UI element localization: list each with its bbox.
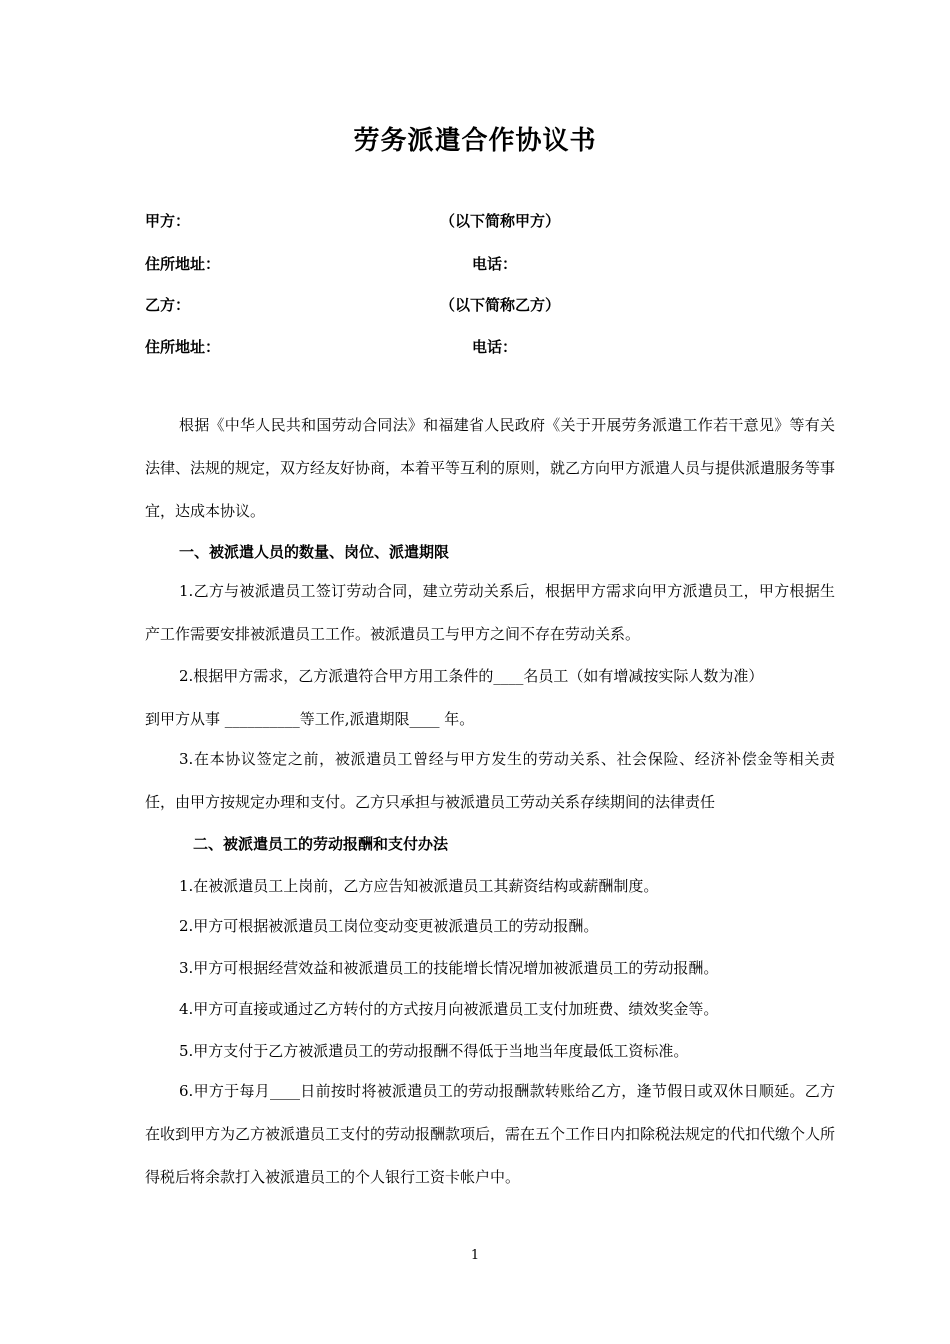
section-2-heading: 二、被派遣员工的劳动报酬和支付办法 — [193, 835, 449, 853]
section-2-item-1: 1.在被派遣员工上岗前，乙方应告知被派遣员工其薪资结构或薪酬制度。 — [179, 877, 659, 895]
section-1-item-2-line-2: 到甲方从事 __________等工作,派遣期限____ 年。 — [145, 710, 475, 728]
party-b-note: （以下简称乙方） — [440, 296, 561, 314]
section-1-item-3: 3.在本协议签定之前，被派遣员工曾经与甲方发生的劳动关系、社会保险、经济补偿金等相关责任，由甲方按规定办理和支付。乙方只承担与被派遣员工劳动关系存续期间的法律责任 — [145, 750, 835, 811]
intro-paragraph: 根据《中华人民共和国劳动合同法》和福建省人民政府《关于开展劳务派遣工作若干意见》等有关法律、法规的规定，双方经友好协商，本着平等互利的原则，就乙方向甲方派遣人员与提供派遣服务等事宜，达成本协议。 — [145, 416, 836, 520]
section-2-item-6: 6.甲方于每月____日前按时将被派遣员工的劳动报酬款转账给乙方，逢节假日或双休日顺延。乙方在收到甲方为乙方被派遣员工支付的劳动报酬款项后，需在五个工作日内扣除税法规定的代扣代缴个人所得税后将余款打入被派遣员工的个人银行工资卡帐户中。 — [145, 1082, 836, 1186]
party-b-address-label: 住所地址： — [145, 338, 221, 356]
page-number: 1 — [470, 1248, 480, 1263]
section-2-item-3: 3.甲方可根据经营效益和被派遣员工的技能增长情况增加被派遣员工的劳动报酬。 — [179, 959, 719, 977]
party-a-phone-label: 电话： — [472, 255, 518, 273]
party-b-phone-label: 电话： — [472, 338, 518, 356]
party-a-address-label: 住所地址： — [145, 255, 221, 273]
section-1-heading: 一、被派遣人员的数量、岗位、派遣期限 — [179, 543, 450, 561]
party-a-label: 甲方： — [145, 212, 191, 230]
section-2-item-5: 5.甲方支付于乙方被派遣员工的劳动报酬不得低于当地当年度最低工资标准。 — [179, 1042, 689, 1060]
party-b-label: 乙方： — [145, 296, 191, 314]
section-1-item-2-line-1: 2.根据甲方需求，乙方派遣符合甲方用工条件的____名员工（如有增减按实际人数为准） — [179, 667, 764, 685]
section-2-item-2: 2.甲方可根据被派遣员工岗位变动变更被派遣员工的劳动报酬。 — [179, 917, 599, 935]
section-1-item-1: 1.乙方与被派遣员工签订劳动合同，建立劳动关系后，根据甲方需求向甲方派遣员工，甲方根据生产工作需要安排被派遣员工工作。被派遣员工与甲方之间不存在劳动关系。 — [145, 582, 835, 643]
section-2-item-4: 4.甲方可直接或通过乙方转付的方式按月向被派遣员工支付加班费、绩效奖金等。 — [179, 1000, 719, 1018]
party-a-note: （以下简称甲方） — [440, 212, 561, 230]
document-title: 劳务派遣合作协议书 — [353, 126, 597, 156]
